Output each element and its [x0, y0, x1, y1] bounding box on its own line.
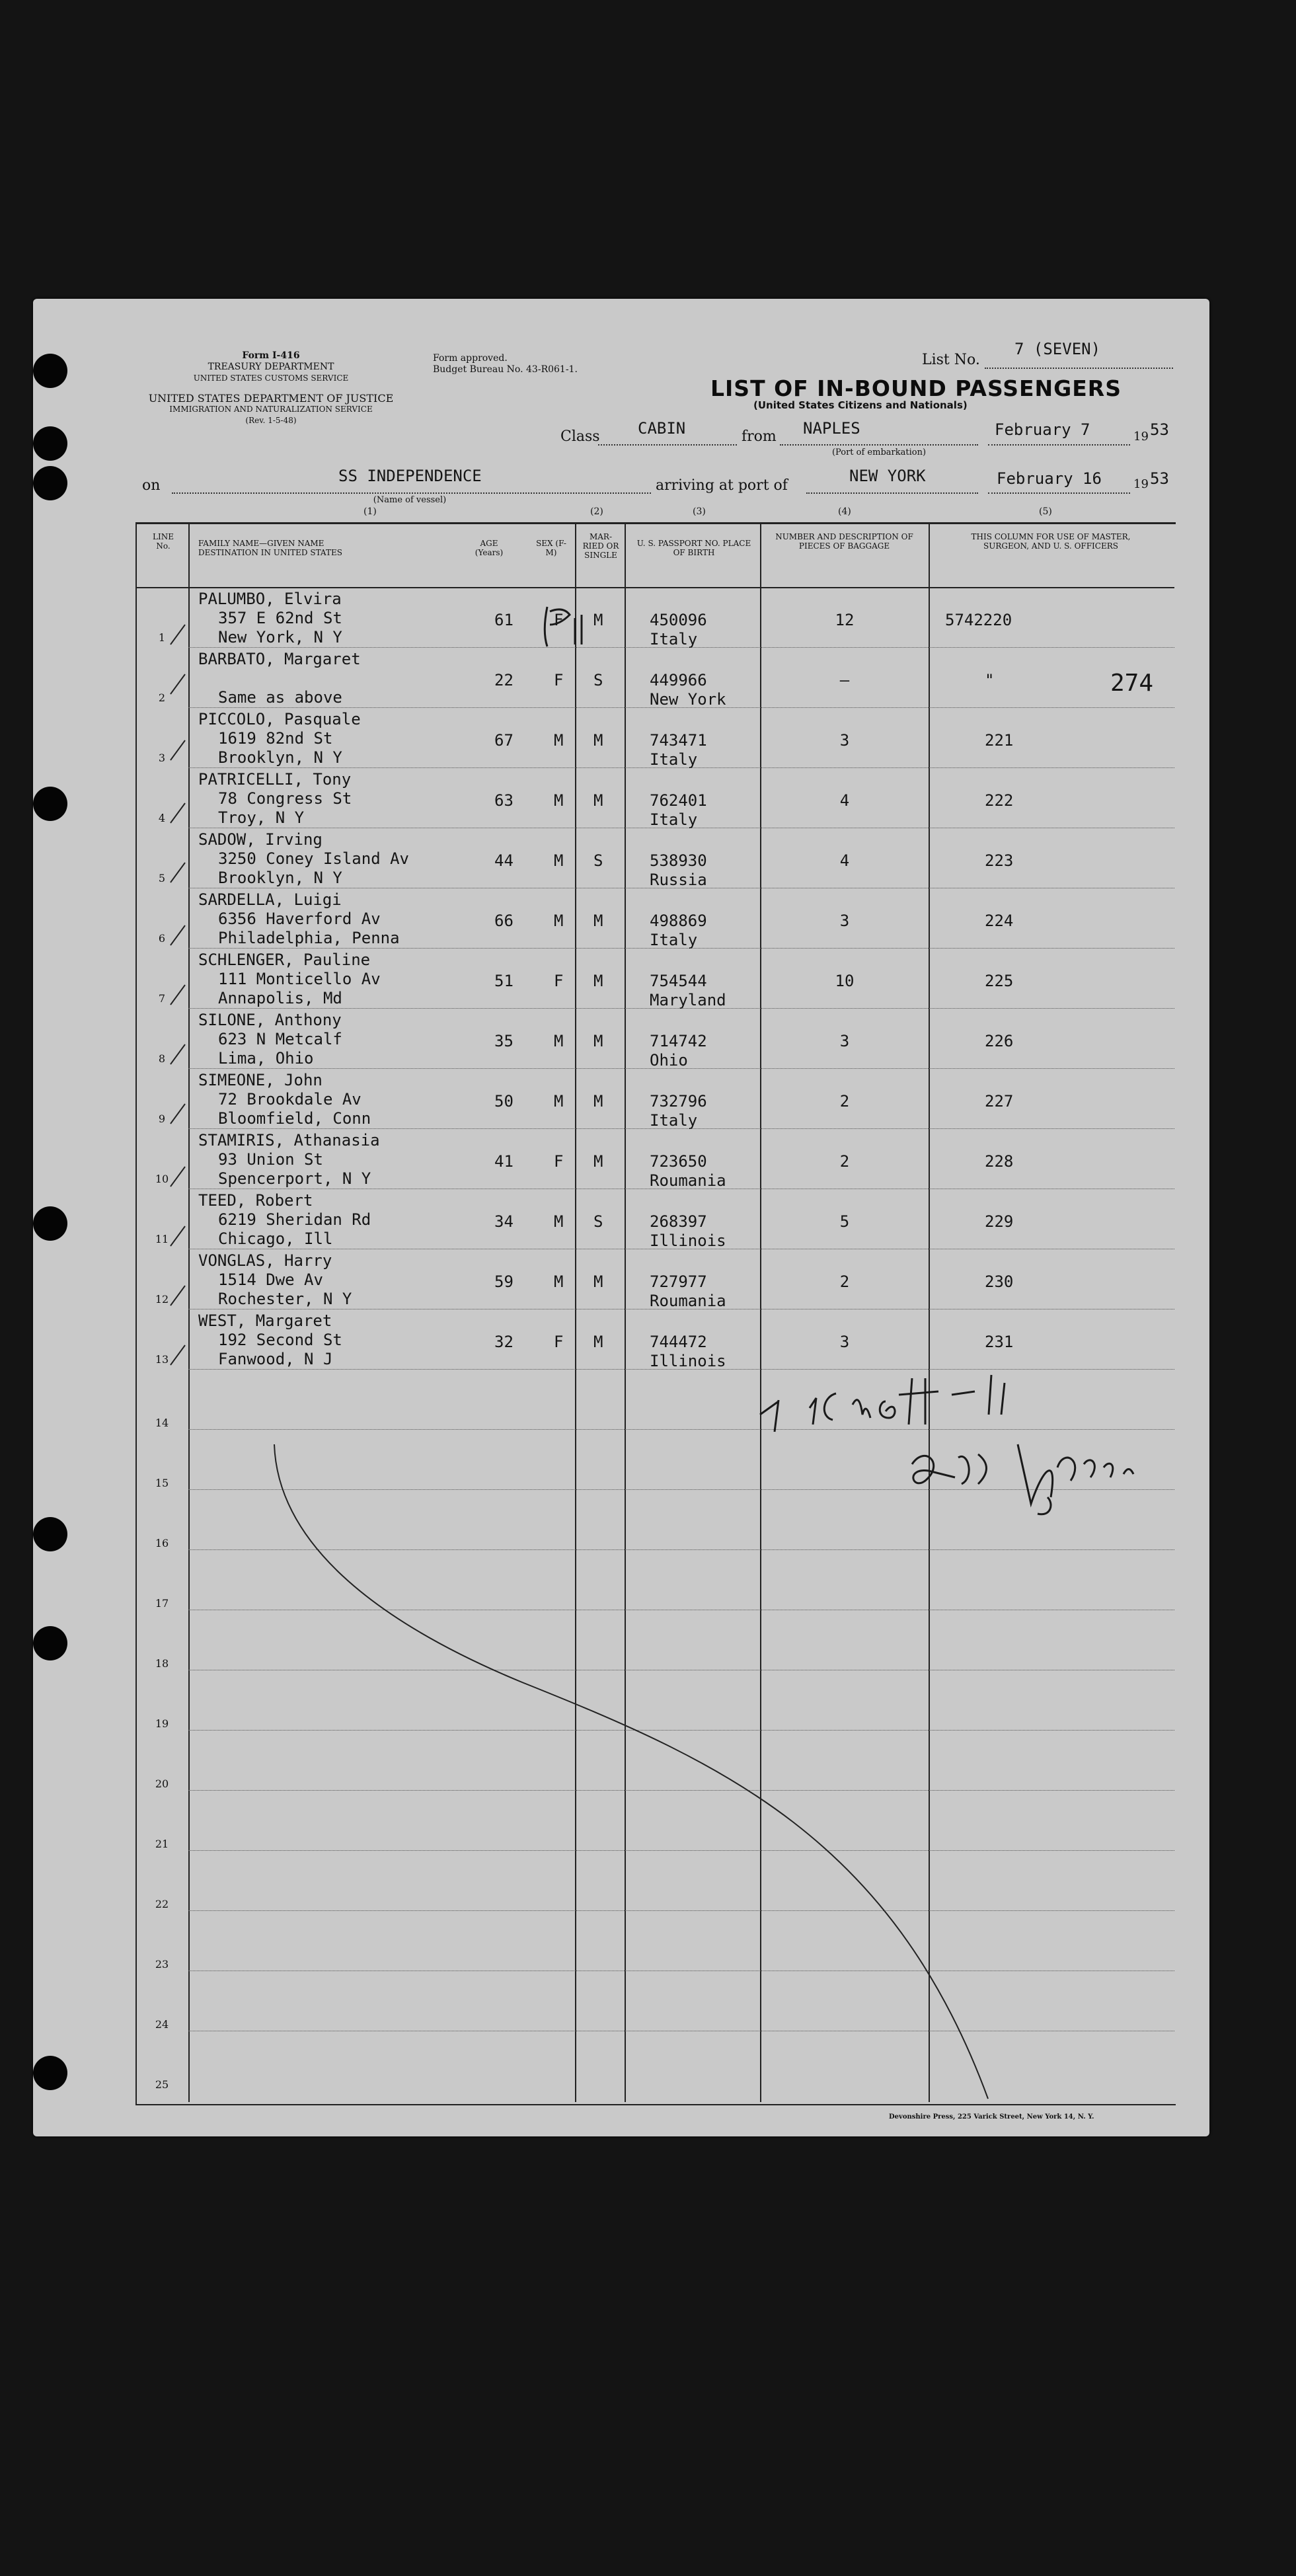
passenger-name: TEED, Robert — [198, 1191, 313, 1210]
sex: M — [554, 1092, 564, 1111]
line-number: 11 — [155, 1233, 169, 1245]
passport-number: 743471 — [650, 731, 707, 750]
address-line-2: Troy, N Y — [218, 808, 305, 827]
passport-number: 732796 — [650, 1092, 707, 1111]
arriving-label: arriving at port of — [656, 477, 788, 494]
line-number: 24 — [155, 2018, 169, 2031]
passport-number: 268397 — [650, 1212, 707, 1231]
officer-note: 231 — [985, 1333, 1014, 1351]
line-number: 7 — [158, 992, 166, 1005]
age: 61 — [494, 611, 514, 629]
passenger-name: VONGLAS, Harry — [198, 1251, 332, 1270]
line-number: 18 — [155, 1657, 169, 1670]
line-number: 13 — [155, 1353, 169, 1366]
from-label: from — [742, 428, 777, 445]
line-number: 25 — [155, 2078, 169, 2091]
passport-number: 498869 — [650, 912, 707, 930]
vessel-name: SS INDEPENDENCE — [338, 467, 482, 485]
marital-status: M — [593, 731, 603, 750]
officer-note: 228 — [985, 1152, 1014, 1171]
column-number: (3) — [693, 506, 706, 517]
passport-number: 744472 — [650, 1333, 707, 1351]
place-of-birth: Italy — [650, 810, 698, 829]
line-number: 10 — [155, 1173, 169, 1185]
passport-number: 727977 — [650, 1272, 707, 1291]
address-line-2: Lima, Ohio — [218, 1049, 314, 1068]
officer-note: 221 — [985, 731, 1014, 750]
baggage-count: 5 — [839, 1212, 850, 1231]
list-label: List No. — [922, 352, 980, 368]
line-number: 4 — [158, 812, 166, 824]
sex: F — [554, 1152, 564, 1171]
col-header-name: FAMILY NAME—GIVEN NAME DESTINATION IN UNITED STATES — [198, 539, 342, 557]
address-line-1: 1619 82nd St — [218, 729, 333, 748]
address-line-2: Rochester, N Y — [218, 1290, 352, 1308]
address-line-1: 78 Congress St — [218, 789, 352, 808]
on-label: on — [142, 477, 161, 494]
line-number: 14 — [155, 1417, 169, 1429]
column-number: (2) — [590, 506, 603, 517]
col-header-sex: SEX (F-M) — [536, 539, 566, 557]
marital-status: M — [593, 912, 603, 930]
class-value: CABIN — [638, 419, 686, 438]
form-number: Form I-416 — [242, 350, 300, 361]
line-number: 12 — [155, 1293, 169, 1306]
passport-number: 714742 — [650, 1032, 707, 1050]
baggage-count: 2 — [839, 1152, 850, 1171]
baggage-count: 3 — [839, 731, 850, 750]
col-header-line: LINE No. — [153, 532, 174, 551]
place-of-birth: Italy — [650, 931, 698, 949]
passenger-name: PATRICELLI, Tony — [198, 770, 352, 789]
passport-number: 449966 — [650, 671, 707, 689]
departure-year: 53 — [1150, 420, 1169, 439]
place-of-birth: Italy — [650, 750, 698, 769]
baggage-count: 3 — [839, 1032, 850, 1050]
place-of-birth: New York — [650, 690, 726, 709]
address-line-2: Brooklyn, N Y — [218, 869, 342, 887]
place-of-birth: Ohio — [650, 1051, 688, 1070]
marital-status: S — [593, 1212, 603, 1231]
line-number: 1 — [158, 631, 166, 644]
age: 50 — [494, 1092, 514, 1111]
age: 44 — [494, 851, 514, 870]
passport-number: 754544 — [650, 972, 707, 990]
sex: M — [554, 731, 564, 750]
line-number: 6 — [158, 932, 166, 945]
age: 41 — [494, 1152, 514, 1171]
place-of-birth: Russia — [650, 871, 707, 889]
place-of-birth: Italy — [650, 630, 698, 648]
officer-note: 5742220 — [945, 611, 1012, 629]
line-number: 19 — [155, 1717, 169, 1730]
place-of-birth: Maryland — [650, 991, 726, 1009]
sex: M — [554, 791, 564, 810]
marital-status: M — [593, 1272, 603, 1291]
marital-status: S — [593, 671, 603, 689]
baggage-count: 3 — [839, 912, 850, 930]
ins-service: IMMIGRATION AND NATURALIZATION SERVICE — [169, 405, 373, 414]
line-number: 2 — [158, 691, 166, 704]
column-number: (4) — [838, 506, 851, 517]
sex: M — [554, 1212, 564, 1231]
place-of-birth: Roumania — [650, 1171, 726, 1190]
baggage-count: 4 — [839, 851, 850, 870]
passenger-name: SILONE, Anthony — [198, 1011, 342, 1029]
line-number: 15 — [155, 1477, 169, 1489]
page-title: LIST OF IN-BOUND PASSENGERS — [710, 375, 1122, 401]
place-of-birth: Roumania — [650, 1292, 726, 1310]
address-line-2: Same as above — [218, 688, 342, 707]
address-line-2: New York, N Y — [218, 628, 342, 646]
sex: F — [554, 611, 564, 629]
passenger-name: SARDELLA, Luigi — [198, 890, 342, 909]
passport-number: 450096 — [650, 611, 707, 629]
age: 63 — [494, 791, 514, 810]
line-number: 21 — [155, 1838, 169, 1850]
address-line-1: 6219 Sheridan Rd — [218, 1210, 371, 1229]
marital-status: M — [593, 1032, 603, 1050]
marital-status: S — [593, 851, 603, 870]
age: 35 — [494, 1032, 514, 1050]
officer-note: 226 — [985, 1032, 1014, 1050]
age: 51 — [494, 972, 514, 990]
officer-note: 227 — [985, 1092, 1014, 1111]
column-number: (1) — [363, 506, 377, 517]
baggage-count: 2 — [839, 1272, 850, 1291]
passport-number: 538930 — [650, 851, 707, 870]
marital-status: M — [593, 611, 603, 629]
age: 34 — [494, 1212, 514, 1231]
officer-note: 223 — [985, 851, 1014, 870]
sex: M — [554, 1272, 564, 1291]
address-line-1: 72 Brookdale Av — [218, 1090, 362, 1109]
marital-status: M — [593, 1333, 603, 1351]
column-number: (5) — [1039, 506, 1052, 517]
col-header-passport: U. S. PASSPORT NO. PLACE OF BIRTH — [636, 539, 751, 557]
baggage-count: 2 — [839, 1092, 850, 1111]
passenger-name: SIMEONE, John — [198, 1071, 323, 1089]
address-line-1: 1514 Dwe Av — [218, 1270, 323, 1289]
officer-note: 229 — [985, 1212, 1014, 1231]
address-line-2: Chicago, Ill — [218, 1229, 333, 1248]
sex: F — [554, 972, 564, 990]
address-line-1: 192 Second St — [218, 1331, 342, 1349]
vessel-caption: (Name of vessel) — [373, 495, 447, 505]
customs-service: UNITED STATES CUSTOMS SERVICE — [193, 373, 349, 383]
page-stamp: 274 — [1110, 670, 1154, 697]
age: 22 — [494, 671, 514, 689]
line-number: 8 — [158, 1052, 166, 1065]
printer-imprint: Devonshire Press, 225 Varick Street, New York 14, N. Y. — [889, 2113, 1094, 2121]
marital-status: M — [593, 791, 603, 810]
departure-date: February 7 — [995, 420, 1090, 439]
passenger-name: PALUMBO, Elvira — [198, 590, 342, 608]
officer-note: 222 — [985, 791, 1014, 810]
passenger-name: WEST, Margaret — [198, 1311, 332, 1330]
col-header-baggage: NUMBER AND DESCRIPTION OF PIECES OF BAGGAGE — [775, 532, 913, 551]
address-line-1: 3250 Coney Island Av — [218, 849, 409, 868]
form-approved: Form approved. — [433, 353, 508, 364]
place-of-birth: Italy — [650, 1111, 698, 1130]
line-number: 23 — [155, 1958, 169, 1971]
place-of-birth: Illinois — [650, 1352, 726, 1370]
officer-note: 224 — [985, 912, 1014, 930]
baggage-count: 4 — [839, 791, 850, 810]
marital-status: M — [593, 1152, 603, 1171]
passenger-name: SCHLENGER, Pauline — [198, 951, 371, 969]
officer-note: 225 — [985, 972, 1014, 990]
age: 59 — [494, 1272, 514, 1291]
year-prefix: 19 — [1133, 430, 1149, 444]
address-line-2: Fanwood, N J — [218, 1350, 333, 1368]
sex: M — [554, 851, 564, 870]
arrival-year: 53 — [1150, 469, 1169, 488]
baggage-count: 12 — [835, 611, 855, 629]
officer-note: 230 — [985, 1272, 1014, 1291]
justice-dept: UNITED STATES DEPARTMENT OF JUSTICE — [148, 392, 394, 405]
from-value: NAPLES — [803, 419, 860, 438]
revision: (Rev. 1-5-48) — [245, 416, 297, 425]
signature-date — [912, 1444, 1133, 1514]
passenger-name: PICCOLO, Pasquale — [198, 710, 361, 728]
treasury-dept: TREASURY DEPARTMENT — [208, 362, 334, 372]
line-number: 22 — [155, 1898, 169, 1910]
line-number: 17 — [155, 1597, 169, 1610]
sex: M — [554, 1032, 564, 1050]
sex: F — [554, 1333, 564, 1351]
port-caption: (Port of embarkation) — [831, 448, 927, 457]
line-number: 3 — [158, 752, 166, 764]
age: 32 — [494, 1333, 514, 1351]
arrival-date: February 16 — [997, 469, 1102, 488]
strike-through-line — [274, 1444, 988, 2099]
age: 67 — [494, 731, 514, 750]
sex-annotation — [545, 607, 582, 646]
address-line-2: Bloomfield, Conn — [218, 1109, 371, 1128]
address-line-1: 357 E 62nd St — [218, 609, 342, 627]
address-line-2: Annapolis, Md — [218, 989, 342, 1007]
address-line-1: 623 N Metcalf — [218, 1030, 342, 1048]
marital-status: M — [593, 1092, 603, 1111]
passenger-name: BARBATO, Margaret — [198, 650, 361, 668]
age: 66 — [494, 912, 514, 930]
address-line-1: 111 Monticello Av — [218, 970, 381, 988]
address-line-2: Philadelphia, Penna — [218, 929, 400, 947]
marital-status: M — [593, 972, 603, 990]
line-number: 5 — [158, 872, 166, 884]
address-line-1: 6356 Haverford Av — [218, 910, 381, 928]
check-marks — [171, 625, 185, 1365]
list-number: 7 (SEVEN) — [1014, 340, 1101, 358]
line-number: 9 — [158, 1112, 166, 1125]
sex: M — [554, 912, 564, 930]
baggage-count: 10 — [835, 972, 855, 990]
officer-note: " — [985, 671, 995, 689]
baggage-count: 3 — [839, 1333, 850, 1351]
passport-number: 762401 — [650, 791, 707, 810]
col-header-age: AGE (Years) — [475, 539, 504, 557]
arrival-year-prefix: 19 — [1133, 477, 1149, 491]
address-line-2: Brooklyn, N Y — [218, 748, 342, 767]
col-header-married: MAR- RIED OR SINGLE — [582, 532, 619, 560]
sex: F — [554, 671, 564, 689]
passenger-name: STAMIRIS, Athanasia — [198, 1131, 380, 1150]
passenger-name: SADOW, Irving — [198, 830, 323, 849]
line-number: 20 — [155, 1777, 169, 1790]
passport-number: 723650 — [650, 1152, 707, 1171]
class-label: Class — [560, 428, 600, 445]
budget-bureau: Budget Bureau No. 43-R061-1. — [433, 364, 578, 375]
signature-inspector — [760, 1375, 1005, 1432]
baggage-count: – — [839, 671, 850, 689]
col-header-officers: THIS COLUMN FOR USE OF MASTER, SURGEON, AND U. S. OFFICERS — [971, 532, 1131, 551]
address-line-2: Spencerport, N Y — [218, 1169, 371, 1188]
address-line-1: 93 Union St — [218, 1150, 323, 1169]
place-of-birth: Illinois — [650, 1231, 726, 1250]
line-number: 16 — [155, 1537, 169, 1549]
arrival-port: NEW YORK — [849, 467, 926, 485]
page-subtitle: (United States Citizens and Nationals) — [753, 399, 968, 411]
